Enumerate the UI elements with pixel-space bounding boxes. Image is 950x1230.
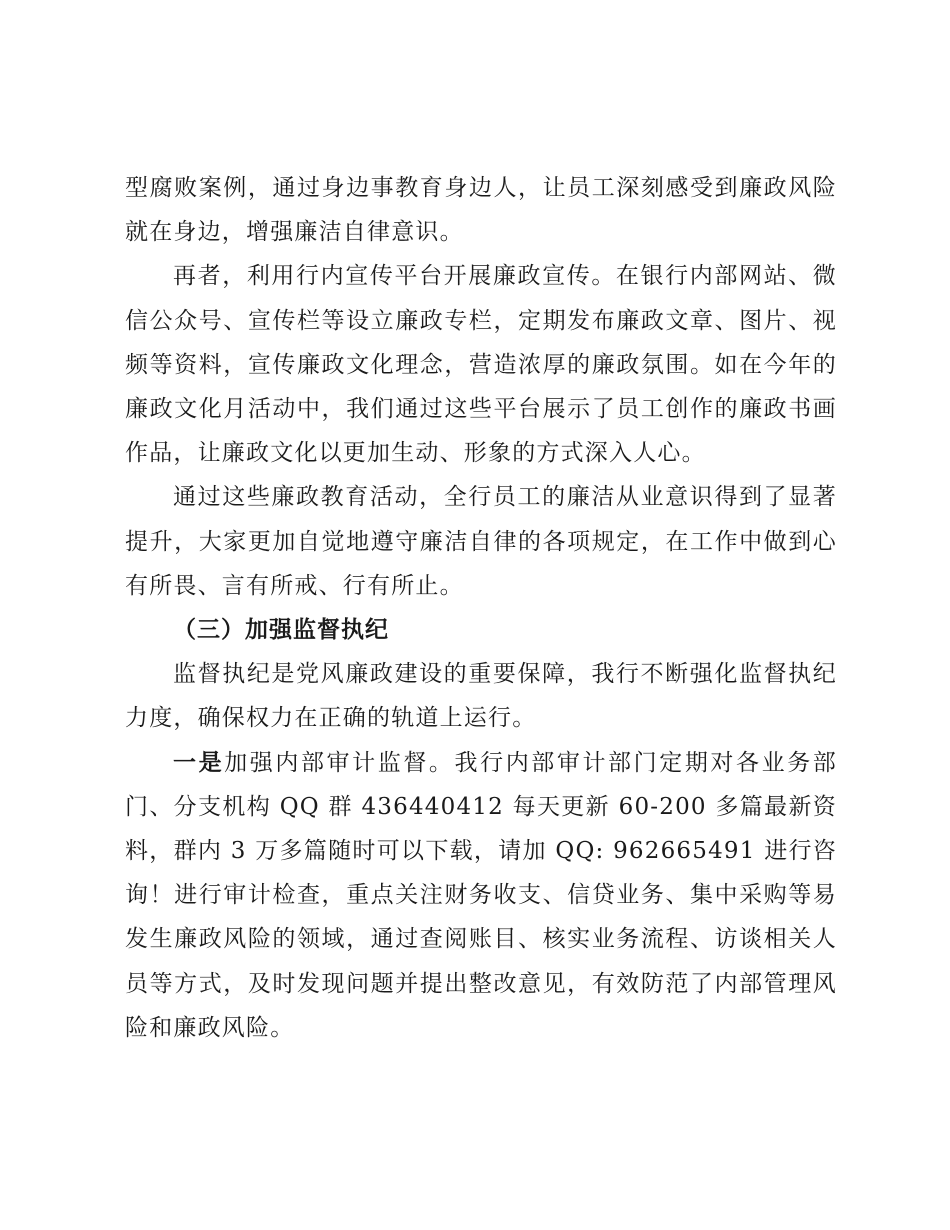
paragraph-internal-audit-text: 加强内部审计监督。我行内部审计部门定期对各业务部门、分支机构 QQ 群 436440412 每天更新 60-200 多篇最新资料，群内 3 万多篇随时可以下载，请加 QQ: 962665491 进行咨询！进行审计检查，重点关注财务收支、信贷业务、集中采购等易发生廉政风险的领域，通过查阅账目、核实业务流程、访谈相关人员等方式，及时发现问题并提出整改意见，有效防范了内部管理风险和廉政风险。 xyxy=(125,749,837,1041)
section-heading: （三）加强监督执纪 xyxy=(173,617,389,644)
paragraph-supervision-intro: 监督执纪是党风廉政建设的重要保障，我行不断强化监督执纪力度，确保权力在正确的轨道上运行。 xyxy=(125,661,837,732)
paragraph-education-results: 通过这些廉政教育活动，全行员工的廉洁从业意识得到了显著提升，大家更加自觉地遵守廉洁自律的各项规定，在工作中做到心有所畏、言有所戒、行有所止。 xyxy=(125,484,837,599)
document-body xyxy=(125,166,837,1050)
paragraph-lead-label: 一是 xyxy=(173,749,225,776)
paragraph-internal-audit xyxy=(125,741,837,1050)
paragraph-publicity-platform: 再者，利用行内宣传平台开展廉政宣传。在银行内部网站、微信公众号、宣传栏等设立廉政专栏，定期发布廉政文章、图片、视频等资料，宣传廉政文化理念，营造浓厚的廉政氛围。如在今年的廉政文化月活动中，我们通过这些平台展示了员工创作的廉政书画作品，让廉政文化以更加生动、形象的方式深入人心。 xyxy=(125,263,837,467)
paragraph-continuation: 型腐败案例，通过身边事教育身边人，让员工深刻感受到廉政风险就在身边，增强廉洁自律意识。 xyxy=(125,175,837,246)
